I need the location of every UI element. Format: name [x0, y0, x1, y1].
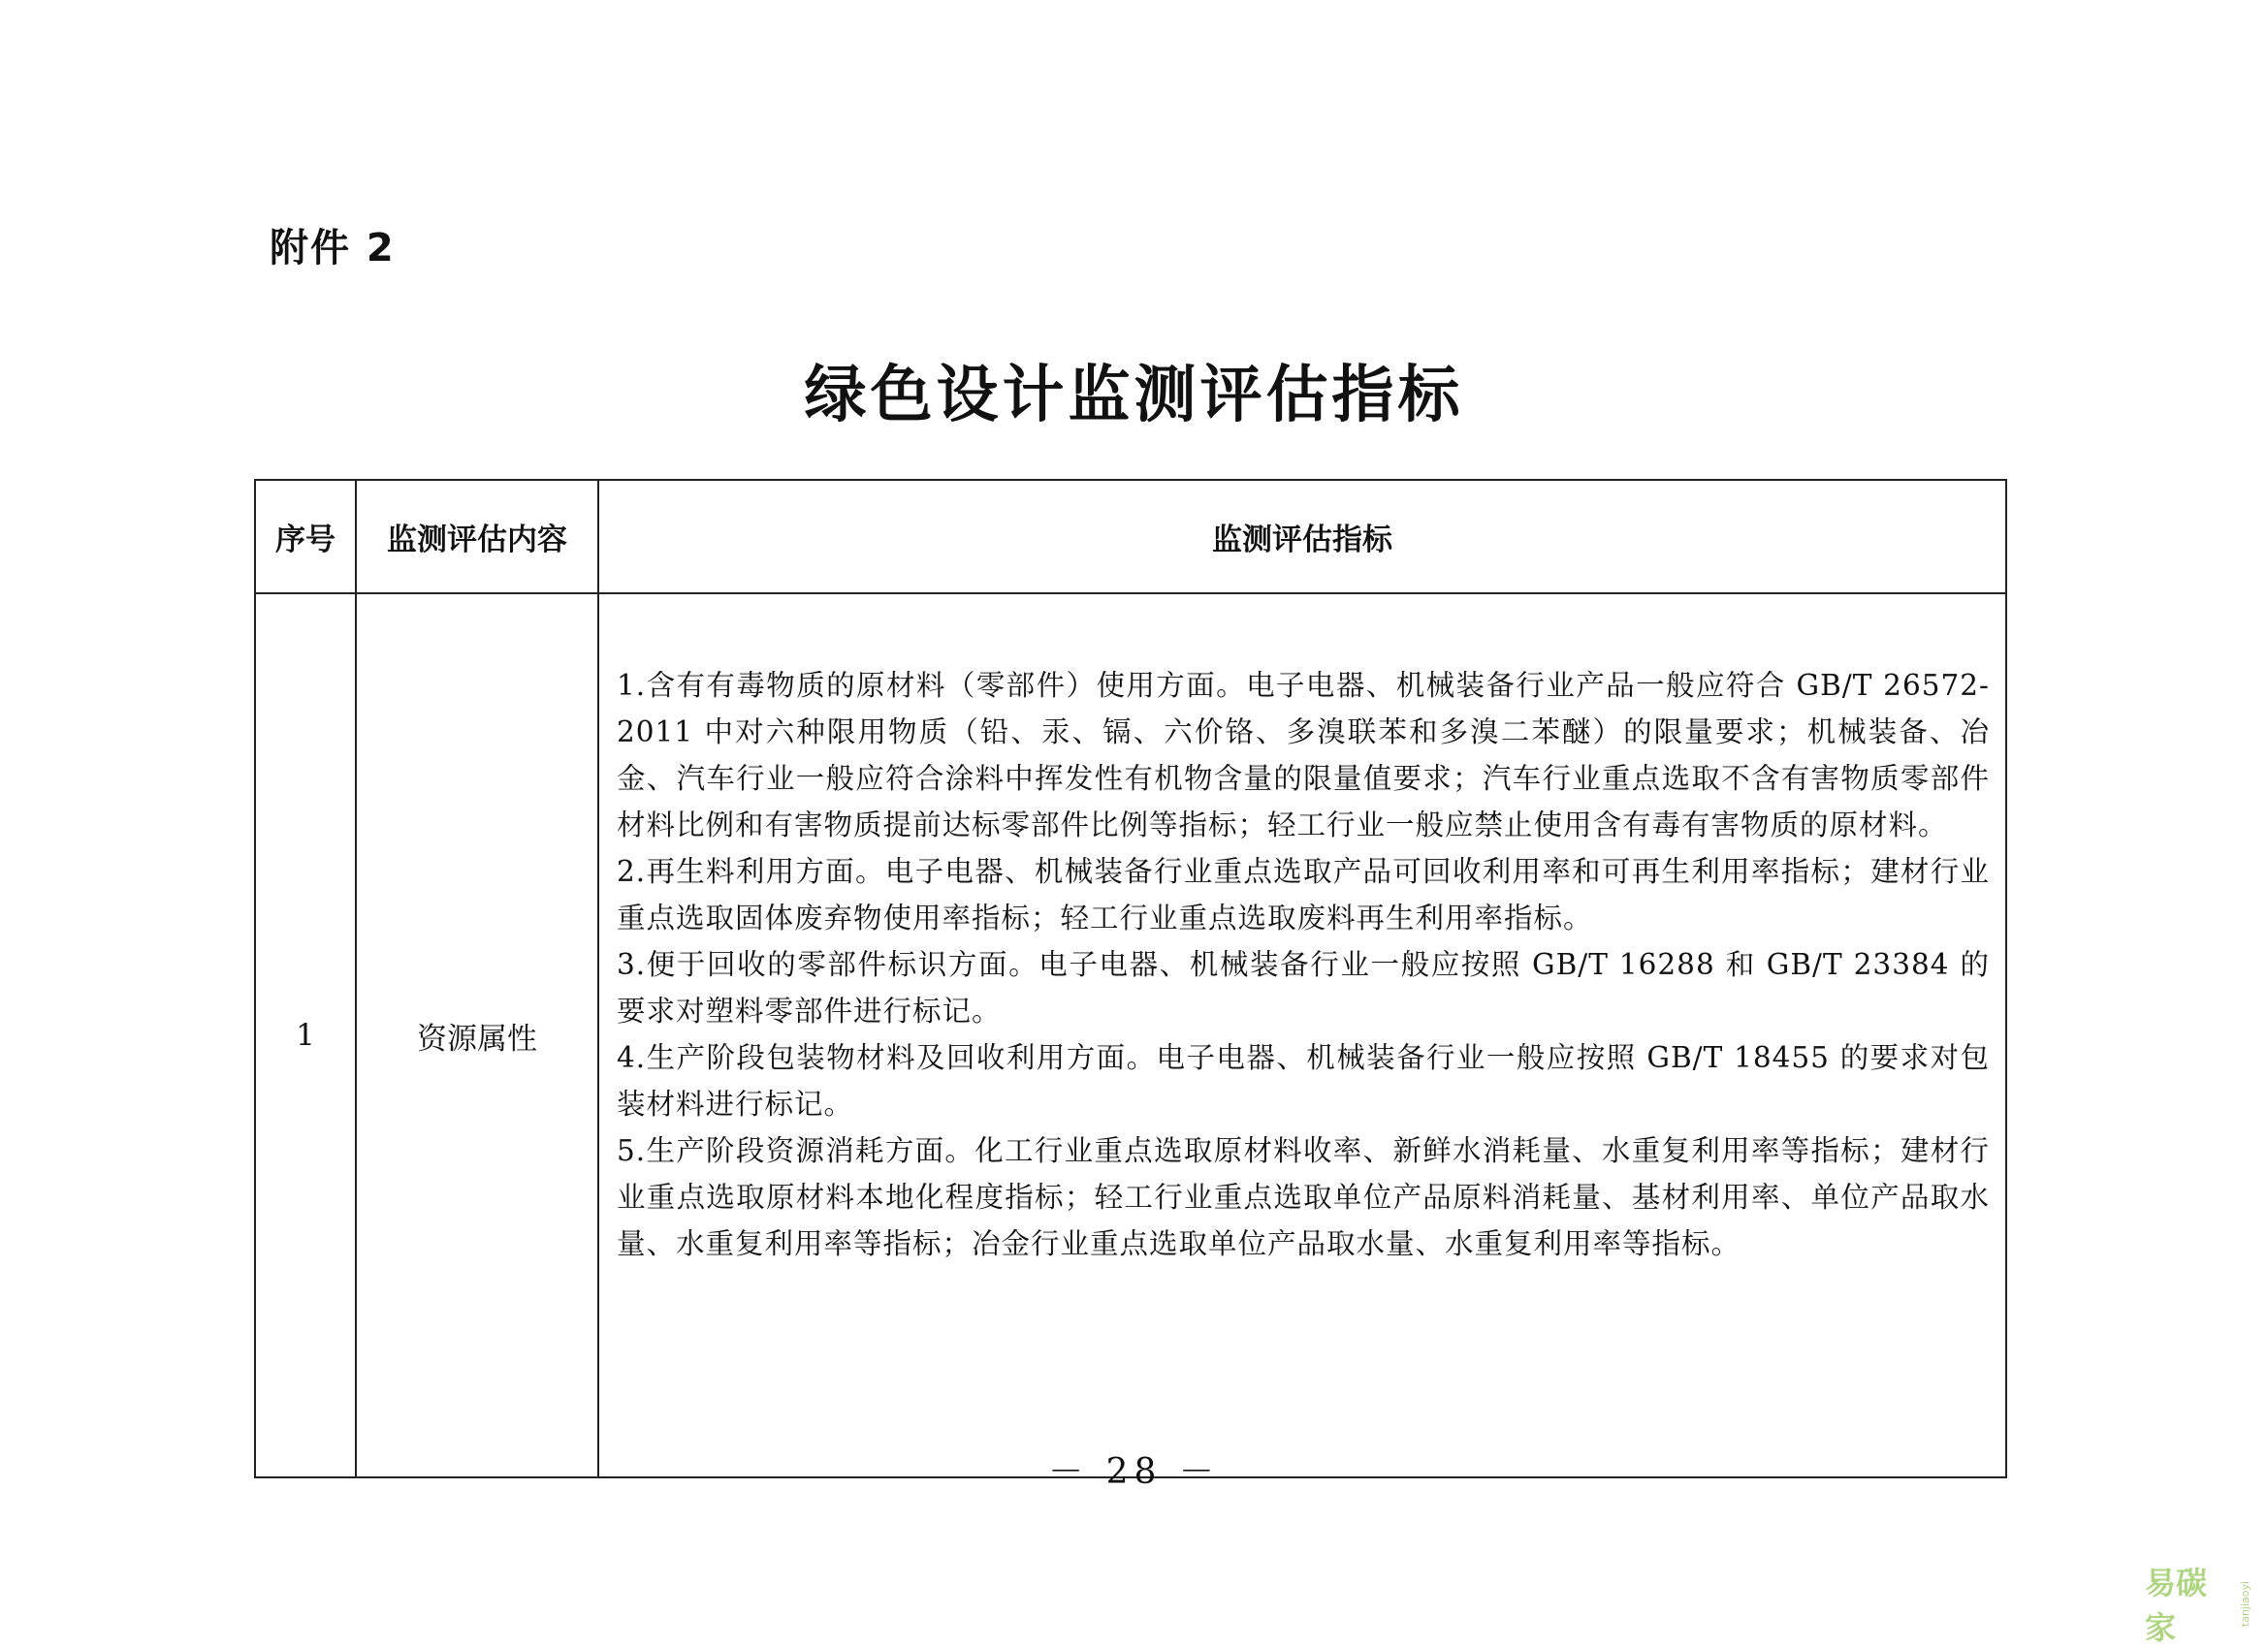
watermark-text: 易碳家	[2145, 1565, 2208, 1646]
row-index: 1	[255, 593, 356, 1477]
row-indicators	[598, 593, 2006, 1477]
page-title: 绿色设计监测评估指标	[804, 360, 1464, 431]
row-content: 资源属性	[356, 593, 598, 1477]
indicator-item-3: 3.便于回收的零部件标识方面。电子电器、机械装备行业一般应按照 GB/T 16288 和 GB/T 23384 的要求对塑料零部件进行标记。	[617, 948, 1990, 1028]
watermark-logo	[2145, 1559, 2268, 1648]
column-header-content: 监测评估内容	[356, 480, 598, 593]
page-number: － 28 －	[1048, 1452, 1220, 1492]
column-header-index: 序号	[255, 480, 356, 593]
column-header-indicators: 监测评估指标	[598, 480, 2006, 593]
indicators-table	[254, 479, 2007, 1478]
table-row	[255, 593, 2006, 1477]
attachment-label: 附件 2	[270, 226, 396, 270]
indicator-item-4: 4.生产阶段包装物材料及回收利用方面。电子电器、机械装备行业一般应按照 GB/T 18455 的要求对包装材料进行标记。	[617, 1041, 1990, 1121]
indicator-item-1: 1.含有有毒物质的原材料（零部件）使用方面。电子电器、机械装备行业产品一般应符合 GB/T 26572-2011 中对六种限用物质（铅、汞、镉、六价铬、多溴联苯和多溴二苯醚）的限量要求；机械装备、冶金、汽车行业一般应符合涂料中挥发性有机物含量的限量值要求；汽车行业重点选取不含有害物质零部件材料比例和有害物质提前达标零部件比例等指标；轻工行业一般应禁止使用含有毒有害物质的原材料。	[617, 669, 1990, 841]
watermark-domain: tanjiaoyi	[2238, 1580, 2252, 1627]
indicator-item-5: 5.生产阶段资源消耗方面。化工行业重点选取原材料收率、新鲜水消耗量、水重复利用率等指标；建材行业重点选取原材料本地化程度指标；轻工行业重点选取单位产品原料消耗量、基材利用率、单位产品取水量、水重复利用率等指标；冶金行业重点选取单位产品取水量、水重复利用率等指标。	[617, 1134, 1990, 1260]
indicator-item-2: 2.再生料利用方面。电子电器、机械装备行业重点选取产品可回收利用率和可再生利用率指标；建材行业重点选取固体废弃物使用率指标；轻工行业重点选取废料再生利用率指标。	[617, 855, 1990, 935]
table-header-row	[255, 480, 2006, 593]
